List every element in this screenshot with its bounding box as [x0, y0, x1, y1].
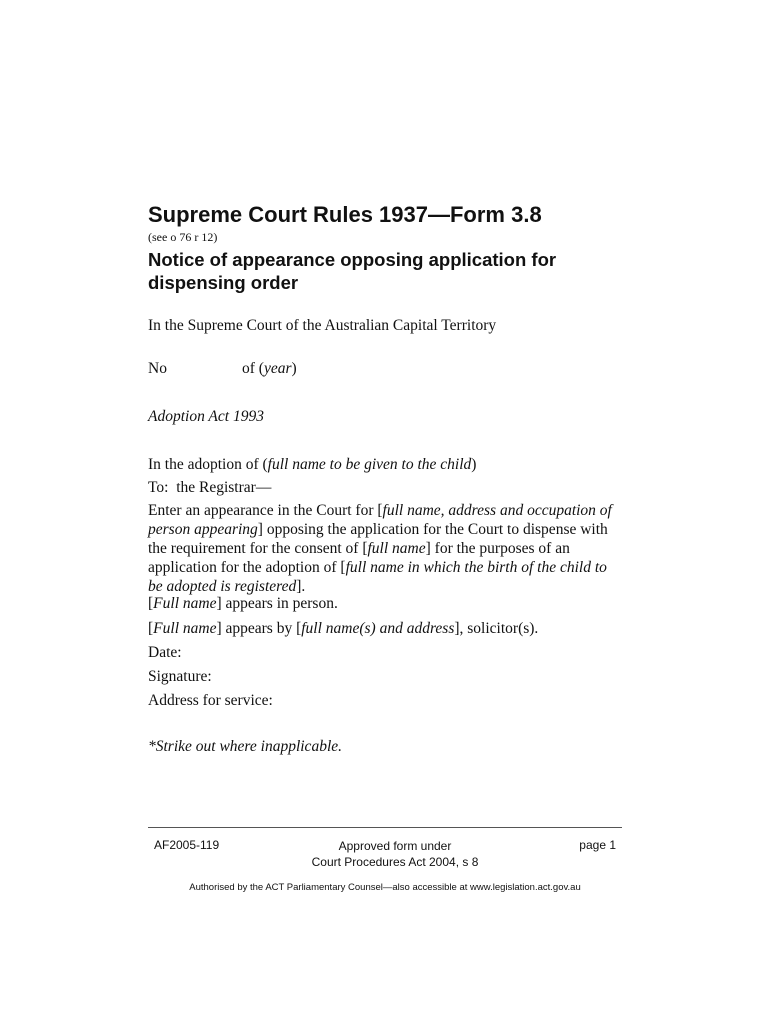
appearance-paragraph: Enter an appearance in the Court for [full name, address and occupation of person appearing] opposing the application for the Court to dispense with the requirement for the consent of [full name] for the purposes of an application for the adoption of [full name in which the birth of the child to be adopted is registered].	[148, 502, 612, 595]
footer-approved-line1: Approved form under	[338, 839, 452, 853]
footer-divider	[148, 827, 622, 828]
adoption-line: In the adoption of (full name to be given to the child)	[148, 456, 477, 473]
notice-heading: Notice of appearance opposing application for dispensing order	[148, 249, 557, 293]
footer-page-number: page 1	[579, 838, 616, 852]
appears-in-person-line: [Full name] appears in person.	[148, 595, 338, 612]
footer-approved-line2: Court Procedures Act 2004, s 8	[311, 855, 479, 869]
see-reference: (see o 76 r 12)	[148, 230, 218, 244]
strike-out-note: *Strike out where inapplicable.	[148, 738, 342, 755]
footer-form-id: AF2005-119	[154, 838, 220, 852]
date-label: Date:	[148, 644, 182, 661]
address-for-service-label: Address for service:	[148, 692, 273, 709]
appears-by-solicitor-line: [Full name] appears by [full name(s) and address], solicitor(s).	[148, 620, 539, 637]
footer-approved-form	[280, 838, 510, 870]
of-year-text: of (year)	[242, 360, 297, 377]
case-number-line	[148, 359, 297, 378]
court-line: In the Supreme Court of the Australian Capital Territory	[148, 317, 497, 334]
signature-label: Signature:	[148, 668, 212, 685]
no-label: No	[148, 360, 167, 377]
act-title: Adoption Act 1993	[148, 408, 264, 425]
authorisation-note: Authorised by the ACT Parliamentary Counsel—also accessible at www.legislation.act.gov.au	[189, 882, 581, 893]
form-title: Supreme Court Rules 1937—Form 3.8	[148, 202, 542, 227]
addressee-line: To: the Registrar—	[148, 479, 272, 496]
